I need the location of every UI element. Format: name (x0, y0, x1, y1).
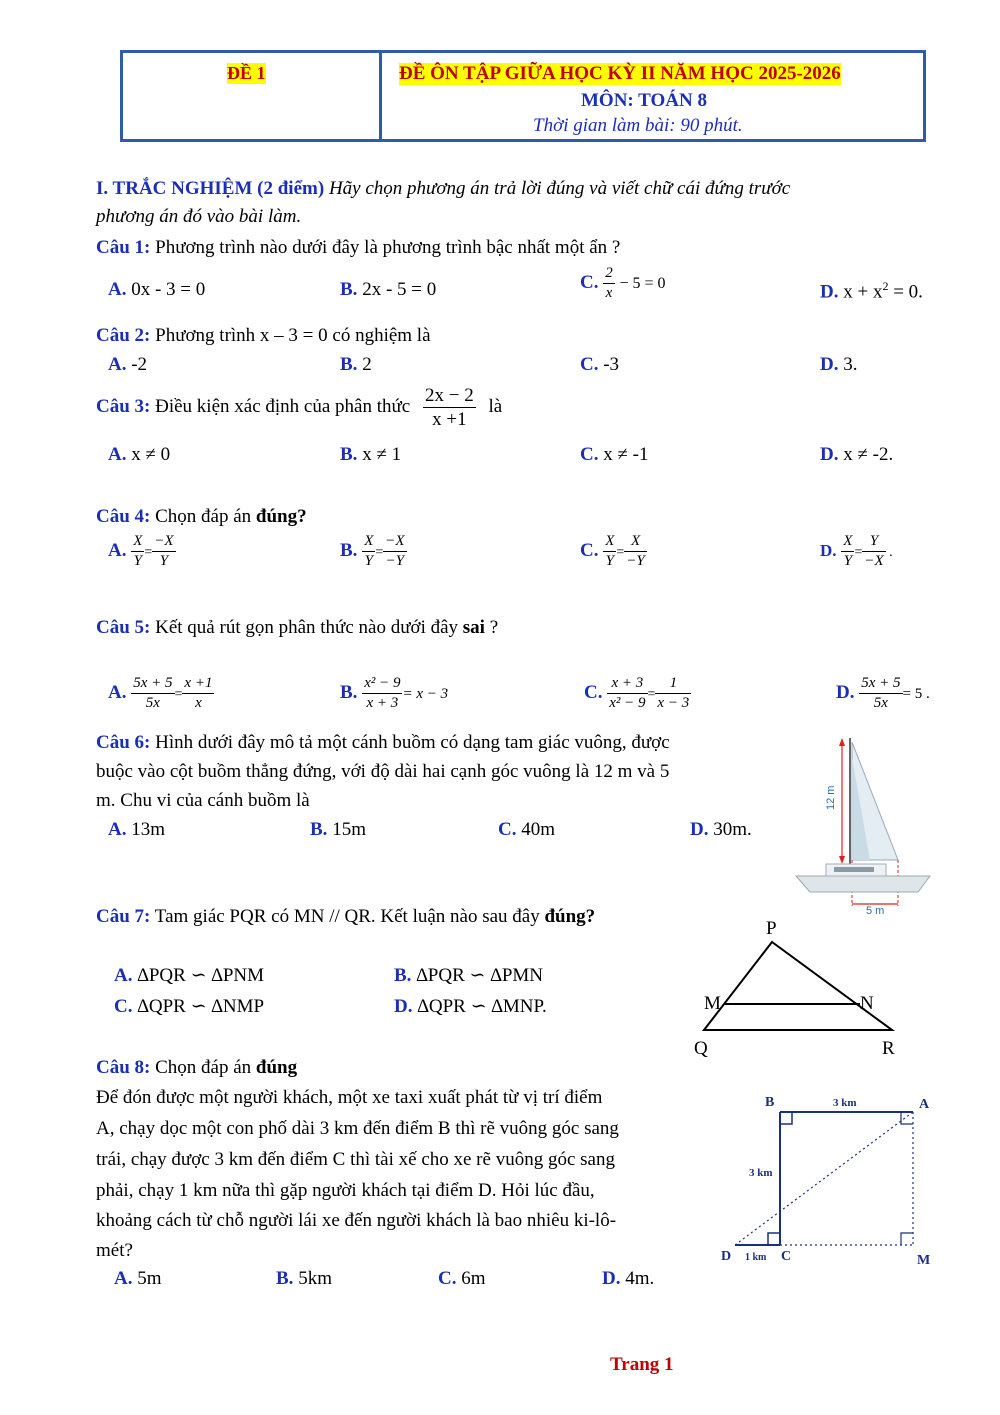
q8-option-b[interactable]: B. 5km (276, 1268, 332, 1289)
question-1 (96, 233, 620, 263)
question-6: Câu 6: Hình dưới đây mô tả một cánh buồm có dạng tam giác vuông, được (96, 732, 670, 753)
exam-code: ĐỀ 1 (227, 63, 266, 83)
question-8: Câu 8: Chọn đáp án đúng (96, 1057, 298, 1078)
point-m: M (917, 1253, 931, 1268)
header-divider (379, 53, 382, 139)
instruction-line1: Hãy chọn phương án trả lời đúng và viết chữ cái đứng trước (328, 178, 791, 199)
q6-line3: m. Chu vi của cánh buồm là (96, 790, 310, 811)
q2-option-b[interactable]: B. 2 (340, 354, 372, 375)
label-ab: 3 km (833, 1097, 857, 1109)
q6-option-a[interactable]: A. 13m (108, 819, 166, 840)
q6-option-b[interactable]: B. 15m (310, 819, 366, 840)
right-angle-c (768, 1233, 780, 1245)
hull (796, 876, 930, 892)
point-m: M (704, 993, 721, 1014)
point-n: N (860, 993, 874, 1014)
q7-option-a[interactable]: A. ∆PQR ∽ ∆PNM (114, 965, 265, 986)
triangle-figure (690, 914, 910, 1064)
q1-option-d[interactable]: D. $x + x^2 = 0$. (820, 279, 923, 303)
point-d: D (721, 1249, 732, 1264)
q3-option-d[interactable]: D. x ≠ -2. (820, 444, 894, 465)
q1-option-a[interactable]: A. 0x - 3 = 0 (108, 279, 206, 300)
label-bc: 3 km (749, 1167, 773, 1179)
label-dc: 1 km (745, 1252, 767, 1263)
header-box (120, 50, 926, 142)
q8-line3: trái, chạy được 3 km đến điểm C thì tài xế cho xe rẽ vuông góc sang (96, 1149, 615, 1170)
section-heading: I. TRẮC NGHIỆM (2 điểm) (96, 178, 325, 199)
q1-option-b[interactable]: B. 2x - 5 = 0 (340, 279, 437, 300)
q6-line2: buộc vào cột buồm thẳng đứng, với độ dài hai cạnh góc vuông là 12 m và 5 (96, 761, 670, 782)
question-5: Câu 5: Kết quả rút gọn phân thức nào dưới đây sai ? (96, 617, 499, 638)
q1-option-c[interactable]: C. $\frac{2}{x}$ − 5 = 0 (580, 265, 666, 301)
q4-option-b[interactable]: B. $\frac{X}{Y}$ = $\frac{-X}{-Y}$ (340, 533, 405, 569)
q3-option-c[interactable]: C. x ≠ -1 (580, 444, 649, 465)
exam-title: ĐỀ ÔN TẬP GIỮA HỌC KỲ II NĂM HỌC 2025-2026 (399, 63, 841, 84)
exam-subject: MÔN: TOÁN 8 (581, 90, 707, 111)
point-q: Q (694, 1038, 708, 1059)
height-label: 12 m (825, 785, 837, 810)
section-instruction (96, 174, 956, 204)
point-b: B (765, 1095, 775, 1110)
q4-option-a[interactable]: A. $\frac{X}{Y}$ = $\frac{-X}{Y}$ (108, 533, 174, 569)
q2-option-a[interactable]: A. -2 (108, 354, 148, 375)
right-angle-a (901, 1112, 913, 1124)
q4-option-c[interactable]: C. $\frac{X}{Y}$ = $\frac{X}{-Y}$ (580, 533, 645, 569)
q5-option-b[interactable]: B. $\frac{\text{x² − 9}}{x + 3}$ = x − 3 (340, 675, 449, 711)
exam-time: Thời gian làm bài: 90 phút. (533, 115, 743, 136)
q3-option-a[interactable]: A. x ≠ 0 (108, 444, 171, 465)
instruction-line2: phương án đó vào bài làm. (96, 206, 302, 227)
question-label: Câu 1: (96, 237, 151, 258)
q8-line1: Để đón được một người khách, một xe taxi xuất phát từ vị trí điểm (96, 1087, 603, 1108)
q8-option-c[interactable]: C. 6m (438, 1268, 486, 1289)
q8-line4: phải, chạy 1 km nữa thì gặp người khách tại điểm D. Hỏi lúc đầu, (96, 1180, 595, 1201)
q8-option-a[interactable]: A. 5m (114, 1268, 162, 1289)
point-r: R (882, 1038, 895, 1059)
q7-option-b[interactable]: B. ∆PQR ∽ ∆PMN (394, 965, 543, 986)
sailboat-figure (790, 728, 940, 918)
question-3: Câu 3: Điều kiện xác định của phân thức $\frac{2x - 2}{x +1}$ là (96, 385, 503, 430)
q6-option-d[interactable]: D. 30m. (690, 819, 752, 840)
q5-option-d[interactable]: D. $\frac{5x + 5}{5x}$ = 5 . (836, 675, 930, 711)
base-label: 5 m (866, 905, 885, 917)
right-angle-b (780, 1112, 792, 1124)
q7-option-c[interactable]: C. ∆QPR ∽ ∆NMP (114, 996, 265, 1017)
q8-line5: khoảng cách từ chỗ người lái xe đến người khách là bao nhiêu ki-lô- (96, 1210, 617, 1231)
q6-option-c[interactable]: C. 40m (498, 819, 556, 840)
right-angle-m (901, 1233, 913, 1245)
q2-option-c[interactable]: C. -3 (580, 354, 620, 375)
point-a: A (919, 1097, 930, 1112)
q3-option-b[interactable]: B. x ≠ 1 (340, 444, 402, 465)
question-2: Câu 2: Phương trình x – 3 = 0 có nghiệm là (96, 325, 431, 346)
q2-option-d[interactable]: D. 3. (820, 354, 858, 375)
q8-line2: A, chạy dọc một con phố dài 3 km đến điểm B thì rẽ vuông góc sang (96, 1118, 619, 1139)
taxi-route-figure (715, 1090, 945, 1270)
q8-option-d[interactable]: D. 4m. (602, 1268, 655, 1289)
q5-option-a[interactable]: A. $\frac{5x + 5}{5x}$ = $\frac{x +1}{x}$ (108, 675, 213, 711)
question-7: Câu 7: Tam giác PQR có MN // QR. Kết luận nào sau đây đúng? (96, 906, 596, 927)
triangle-pqr (704, 942, 892, 1030)
point-p: P (766, 918, 777, 939)
point-c: C (781, 1249, 792, 1264)
question-text: Phương trình nào dưới đây là phương trình bậc nhất một ẩn ? (155, 237, 621, 258)
question-4: Câu 4: Chọn đáp án đúng? (96, 506, 307, 527)
q8-line6: mét? (96, 1240, 133, 1261)
page-number: Trang 1 (610, 1354, 674, 1375)
q7-option-d[interactable]: D. ∆QPR ∽ ∆MNP. (394, 996, 547, 1017)
q5-option-c[interactable]: C. $\frac{x + 3}{\text{x² − 9}}$ = $\frac{1}{x - 3}$ (584, 675, 690, 711)
q4-option-d[interactable]: D. $\frac{X}{Y}$ = $\frac{Y}{-X}$ . (820, 533, 893, 569)
